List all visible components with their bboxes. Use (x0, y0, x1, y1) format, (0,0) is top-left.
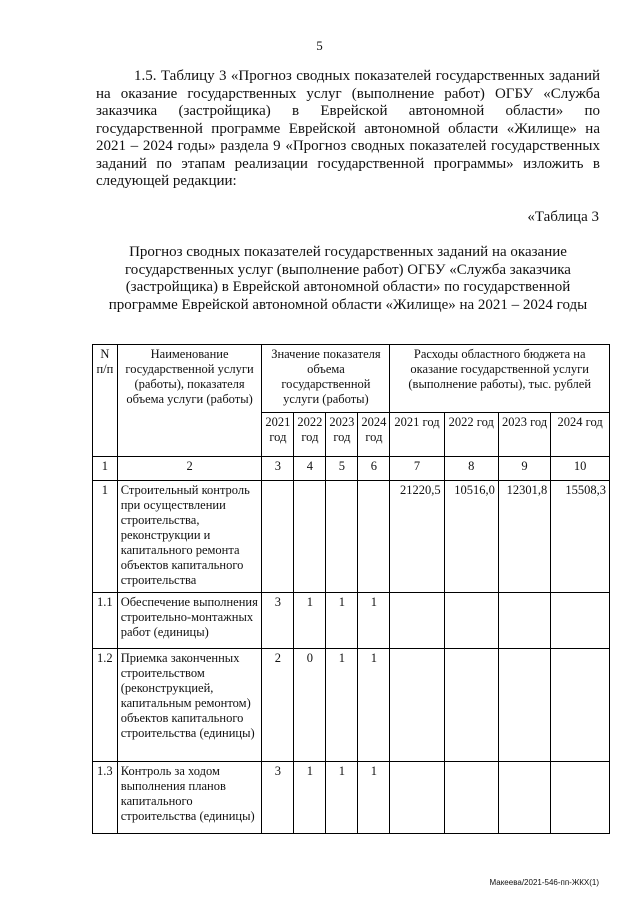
col-number: 10 (551, 457, 610, 481)
volume-cell: 3 (262, 593, 294, 649)
volume-cell: 1 (358, 762, 390, 834)
column-number-row (93, 457, 610, 481)
year-cell: 2022 год (294, 413, 326, 457)
volume-cell (326, 481, 358, 593)
forecast-table (92, 344, 610, 834)
budget-year-cell: 2023 год (498, 413, 550, 457)
document-footer-code: Макеева/2021-546-пп-ЖКХ(1) (489, 878, 599, 887)
col-number: 1 (93, 457, 118, 481)
row-num: 1 (93, 481, 118, 593)
header-num: N п/п (93, 345, 118, 457)
budget-cell (390, 649, 444, 762)
col-number: 9 (498, 457, 550, 481)
col-number: 2 (117, 457, 262, 481)
budget-year-cell: 2024 год (551, 413, 610, 457)
header-name: Наименование государственной услуги (работы), показателя объема услуги (работы) (117, 345, 262, 457)
table-row (93, 762, 610, 834)
budget-cell (551, 649, 610, 762)
volume-cell: 1 (294, 762, 326, 834)
budget-cell: 21220,5 (390, 481, 444, 593)
col-number: 4 (294, 457, 326, 481)
year-cell: 2023 год (326, 413, 358, 457)
row-name: Строительный контроль при осуществлении строительства, реконструкции и капитального ремонта объектов капитального строительства (117, 481, 262, 593)
row-num: 1.2 (93, 649, 118, 762)
volume-cell: 1 (358, 593, 390, 649)
budget-cell (390, 762, 444, 834)
budget-cell (498, 649, 550, 762)
row-num: 1.3 (93, 762, 118, 834)
budget-cell (551, 593, 610, 649)
budget-year-cell: 2022 год (444, 413, 498, 457)
budget-cell (390, 593, 444, 649)
table-row (93, 593, 610, 649)
year-cell: 2024 год (358, 413, 390, 457)
col-number: 3 (262, 457, 294, 481)
col-number: 7 (390, 457, 444, 481)
volume-cell: 0 (294, 649, 326, 762)
table-reference: «Таблица 3 (527, 209, 599, 225)
amendment-paragraph: 1.5. Таблицу 3 «Прогноз сводных показателей государственных заданий на оказание государственных услуг (выполнение работ) ОГБУ «Служба заказчика (застройщика) в Еврейской автономной области» по государственной программе Еврейской автономной области «Жилище» на 2021 – 2024 годы» раздела 9 «Прогноз сводных показателей государственных заданий по этапам реализации государственной программы» изложить в следующей редакции: (96, 68, 600, 189)
budget-cell (444, 649, 498, 762)
row-name: Контроль за ходом выполнения планов капитального строительства (единицы) (117, 762, 262, 834)
budget-cell (498, 762, 550, 834)
volume-cell: 1 (326, 593, 358, 649)
volume-cell: 1 (326, 762, 358, 834)
col-number: 6 (358, 457, 390, 481)
table-row (93, 481, 610, 593)
budget-year-cell: 2021 год (390, 413, 444, 457)
budget-cell: 12301,8 (498, 481, 550, 593)
table-title: Прогноз сводных показателей государственных заданий на оказание государственных услуг (выполнение работ) ОГБУ «Служба заказчика (застройщика) в Еврейской автономной области» по государственной программе Еврейской автономной области «Жилище» на 2021 – 2024 годы (108, 244, 588, 313)
row-num: 1.1 (93, 593, 118, 649)
header-budget: Расходы областного бюджета на оказание государственной услуги (выполнение работы), тыс. рублей (390, 345, 610, 413)
budget-cell (444, 762, 498, 834)
volume-cell (262, 481, 294, 593)
budget-cell: 15508,3 (551, 481, 610, 593)
volume-cell: 1 (294, 593, 326, 649)
header-volume: Значение показателя объема государственной услуги (работы) (262, 345, 390, 413)
volume-cell (358, 481, 390, 593)
row-name: Приемка законченных строительством (реконструкцией, капитальным ремонтом) объектов капитального строительства (единицы) (117, 649, 262, 762)
volume-cell: 2 (262, 649, 294, 762)
year-cell: 2021 год (262, 413, 294, 457)
volume-cell: 1 (358, 649, 390, 762)
col-number: 8 (444, 457, 498, 481)
budget-cell: 10516,0 (444, 481, 498, 593)
table-row (93, 649, 610, 762)
row-name: Обеспечение выполнения строительно-монтажных работ (единицы) (117, 593, 262, 649)
page-number: 5 (316, 38, 323, 53)
volume-cell (294, 481, 326, 593)
budget-cell (444, 593, 498, 649)
budget-cell (498, 593, 550, 649)
col-number: 5 (326, 457, 358, 481)
budget-cell (551, 762, 610, 834)
volume-cell: 3 (262, 762, 294, 834)
volume-cell: 1 (326, 649, 358, 762)
